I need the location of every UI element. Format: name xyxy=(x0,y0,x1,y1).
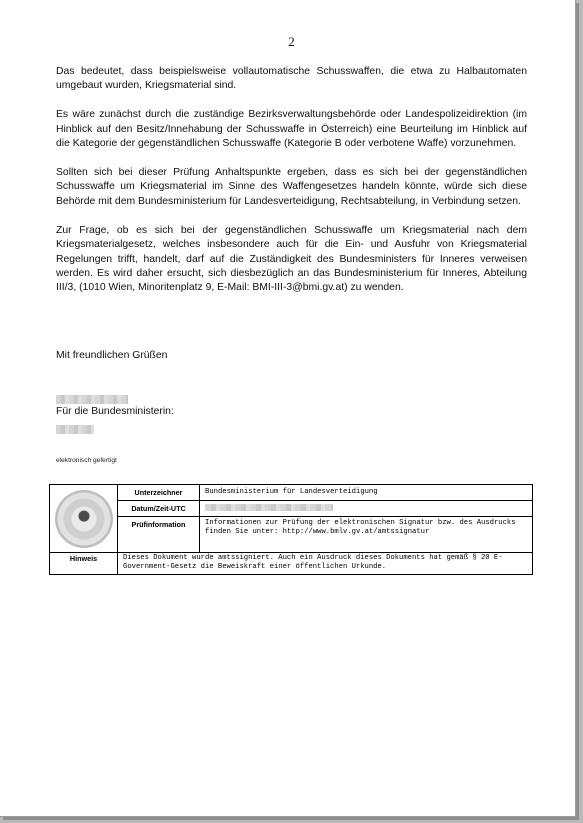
note-label: Hinweis xyxy=(50,553,118,575)
info-value: Informationen zur Prüfung der elektronischen Signatur bzw. des Ausdrucks finden Sie unter: http://www.bmlv.gv.at/amtssignatur xyxy=(200,517,533,553)
official-seal-icon xyxy=(55,490,113,548)
redacted-signer xyxy=(56,425,94,434)
closing-greeting: Mit freundlichen Grüßen xyxy=(56,350,168,361)
letter-body xyxy=(56,65,527,310)
date-label: Datum/Zeit-UTC xyxy=(118,501,200,517)
paragraph-4: Zur Frage, ob es sich bei der gegenständlichen Schusswaffe um Kriegsmaterial nach dem Kriegsmaterialgesetz, welches insbesondere auch für die Ein- und Ausfuhr von Kriegsmaterial Regelungen trifft, handelt, darf auf die Zuständigkeit des Bundesministers für Inneres verweisen werden. Es wird daher ersucht, sich diesbezüglich an das Bundesministerium für Inneres, Abteilung III/3, (1010 Wien, Minoritenplatz 9, E-Mail: BMI-III-3@bmi.gv.at) zu wenden. xyxy=(56,224,527,294)
electronic-signed-note: elektronisch gefertigt xyxy=(56,457,117,464)
redacted-name xyxy=(56,395,128,404)
paragraph-1: Das bedeutet, dass beispielsweise vollautomatische Schusswaffen, die etwa zu Halbautomaten umgebaut wurden, Kriegsmaterial sind. xyxy=(56,66,527,92)
signer-label: Unterzeichner xyxy=(118,485,200,501)
date-value xyxy=(200,501,533,517)
info-label: Prüfinformation xyxy=(118,517,200,553)
redacted-date xyxy=(205,504,333,511)
signer-value: Bundesministerium für Landesverteidigung xyxy=(200,485,533,501)
page-number: 2 xyxy=(288,34,295,49)
for-ministry-line: Für die Bundesministerin: xyxy=(56,406,174,417)
note-value: Dieses Dokument wurde amtssigniert. Auch ein Ausdruck dieses Dokuments hat gemäß § 20 E-Government-Gesetz die Beweiskraft einer öffentlichen Urkunde. xyxy=(118,553,533,575)
paragraph-2: Es wäre zunächst durch die zuständige Bezirksverwaltungsbehörde oder Landespolizeidirektion (im Hinblick auf den Besitz/Innehabung der Schusswaffe in Österreich) eine Beurteilung im Hinblick auf die Kategorie der gegenständlichen Schusswaffe (Kategorie B oder verbotene Waffe) vorzunehmen. xyxy=(56,109,527,150)
signature-block xyxy=(49,484,533,575)
seal-cell xyxy=(50,485,118,553)
paragraph-3: Sollten sich bei dieser Prüfung Anhaltspunkte ergeben, dass es sich bei der gegenständlichen Schusswaffe um Kriegsmaterial im Sinne des Waffengesetzes handeln könnte, würde sich diese Behörde mit dem Bundesministerium für Landesverteidigung, Rechtsabteilung, in Verbindung setzen. xyxy=(56,167,527,207)
